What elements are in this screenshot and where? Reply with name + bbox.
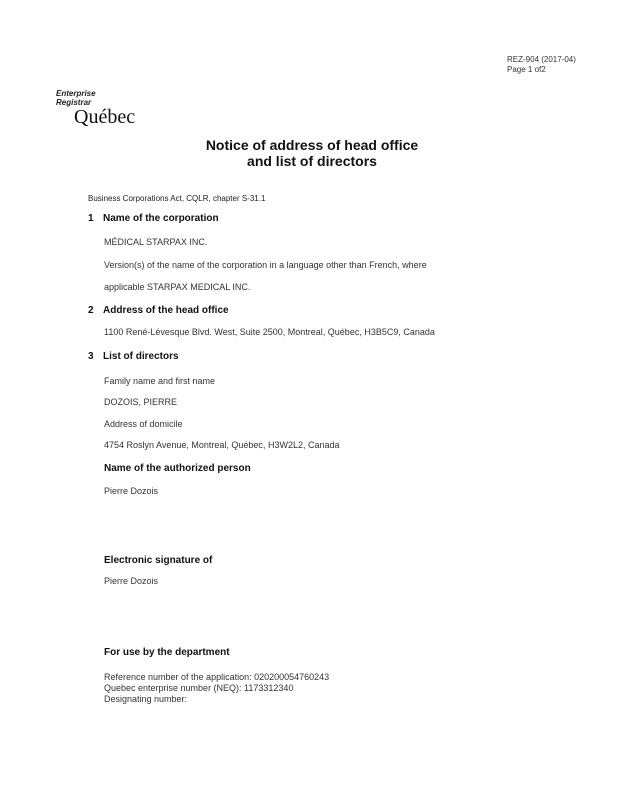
form-number: REZ-904 (2017-04) bbox=[507, 55, 576, 64]
logo-quebec: Québec bbox=[74, 106, 136, 128]
department-heading: For use by the department bbox=[104, 647, 230, 658]
domicile-address: 4754 Roslyn Avenue, Montreal, Québec, H3W2L2, Canada bbox=[104, 440, 340, 450]
signature-heading: Electronic signature of bbox=[104, 555, 213, 566]
section-3-title: List of directors bbox=[103, 351, 179, 362]
designating-number: Designating number: bbox=[104, 694, 188, 704]
domicile-label: Address of domicile bbox=[104, 419, 183, 429]
document-title-line1: Notice of address of head office bbox=[205, 137, 419, 153]
other-language-line2: applicable STARPAX MEDICAL INC. bbox=[104, 282, 251, 292]
section-3-number: 3 bbox=[88, 351, 94, 362]
director-name: DOZOIS, PIERRE bbox=[104, 397, 178, 407]
section-1-title: Name of the corporation bbox=[103, 213, 219, 224]
document-title-line2: and list of directors bbox=[247, 153, 377, 169]
act-reference: Business Corporations Act, CQLR, chapter S-31.1 bbox=[88, 194, 266, 203]
authorized-person-heading: Name of the authorized person bbox=[104, 463, 251, 474]
reference-number: Reference number of the application: 020200054760243 bbox=[104, 672, 330, 682]
signature-name: Pierre Dozois bbox=[104, 576, 159, 586]
section-2-title: Address of the head office bbox=[103, 305, 229, 316]
enterprise-number: Quebec enterprise number (NEQ): 1173312340 bbox=[104, 683, 294, 693]
family-name-label: Family name and first name bbox=[104, 376, 216, 386]
quebec-logo bbox=[56, 89, 135, 127]
other-language-line1: Version(s) of the name of the corporation in a language other than French, where bbox=[104, 260, 427, 270]
form-code bbox=[507, 55, 576, 75]
head-office-address: 1100 René-Lévesque Blvd. West, Suite 2500, Montreal, Québec, H3B5C9, Canada bbox=[104, 327, 435, 337]
corporation-name: MÉDICAL STARPAX INC. bbox=[104, 237, 208, 247]
logo-line-enterprise: Enterprise bbox=[56, 89, 96, 98]
logo-line-registrar: Registrar bbox=[56, 98, 92, 107]
authorized-person-name: Pierre Dozois bbox=[104, 486, 159, 496]
page-number: Page 1 of2 bbox=[507, 65, 546, 74]
section-1-number: 1 bbox=[88, 213, 94, 224]
section-2-number: 2 bbox=[88, 305, 94, 316]
